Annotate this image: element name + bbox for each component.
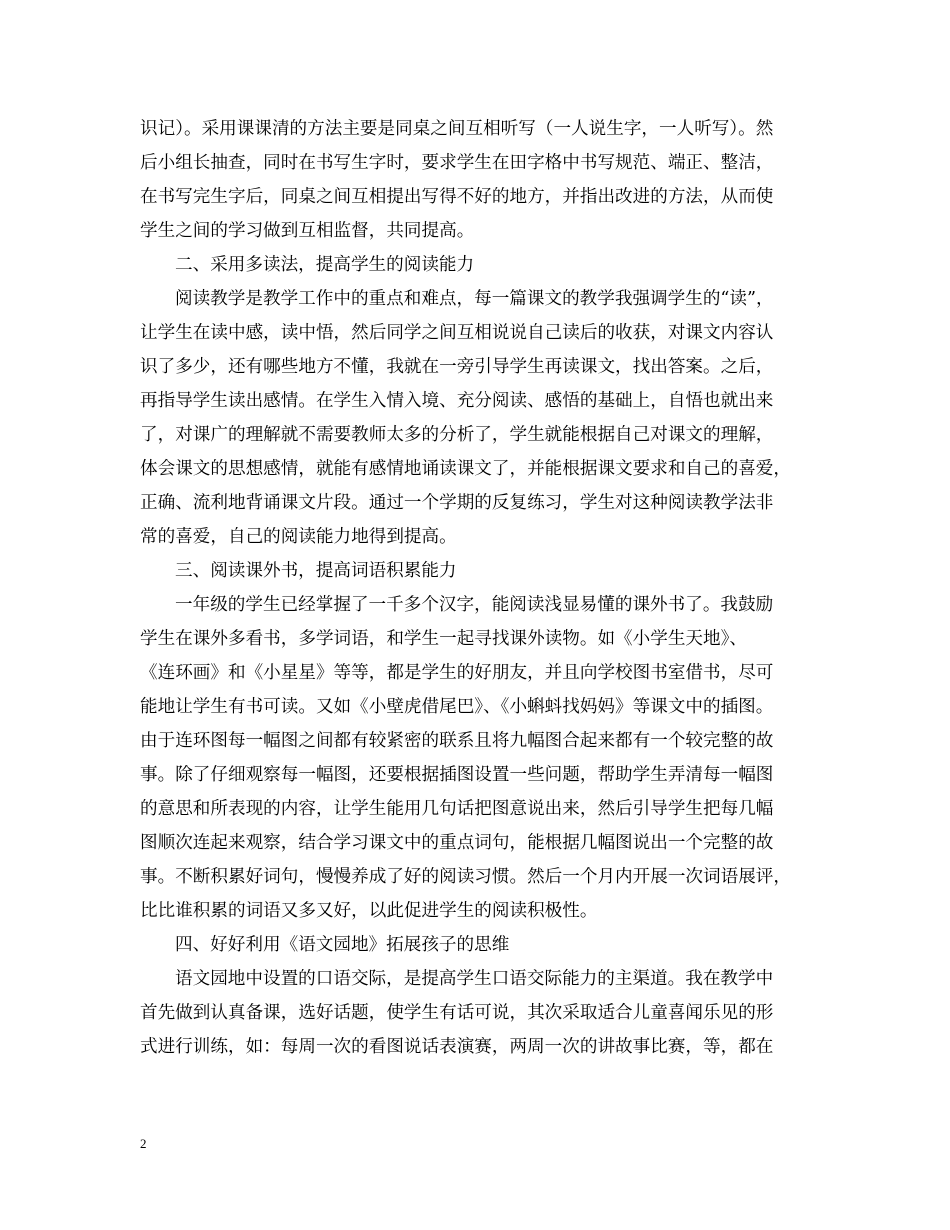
text-line: 再指导学生读出感情。在学生入情入境、充分阅读、感悟的基础上，自悟也就出来 [140, 391, 774, 411]
text-line: 识记）。采用课课清的方法主要是同桌之间互相听写（一人说生字，一人听写）。然 [140, 119, 774, 139]
text-line: 常的喜爱，自己的阅读能力地得到提高。 [140, 527, 457, 547]
text-line: 首先做到认真备课，选好话题，使学生有话可说，其次采取适合儿童喜闻乐见的形 [140, 1003, 774, 1023]
section-heading: 二、采用多读法，提高学生的阅读能力 [175, 255, 475, 275]
text-line: 在书写完生字后，同桌之间互相提出写得不好的地方，并指出改进的方法，从而使 [140, 187, 774, 207]
text-line: 一年级的学生已经掌握了一千多个汉字，能阅读浅显易懂的课外书了。我鼓励 [175, 595, 774, 615]
document-body [140, 112, 812, 1064]
text-line: 图顺次连起来观察，结合学习课文中的重点词句，能根据几幅图说出一个完整的故 [140, 833, 774, 853]
text-line: 后小组长抽查，同时在书写生字时，要求学生在田字格中书写规范、端正、整洁， [140, 153, 774, 173]
text-line: 语文园地中设置的口语交际，是提高学生口语交际能力的主渠道。我在教学中 [175, 969, 774, 989]
text-line: 事。除了仔细观察每一幅图，还要根据插图设置一些问题，帮助学生弄清每一幅图 [140, 765, 774, 785]
text-line: 比比谁积累的词语又多又好，以此促进学生的阅读积极性。 [140, 901, 598, 921]
text-line: 了，对课广的理解就不需要教师太多的分析了，学生就能根据自己对课文的理解， [140, 425, 774, 445]
text-line: 体会课文的思想感情，就能有感情地诵读课文了，并能根据课文要求和自己的喜爱， [140, 459, 791, 479]
text-line: 由于连环图每一幅图之间都有较紧密的联系且将九幅图合起来都有一个较完整的故 [140, 731, 774, 751]
text-line: 《连环画》和《小星星》等等，都是学生的好朋友，并且向学校图书室借书，尽可 [140, 663, 774, 683]
text-line: 能地让学生有书可读。又如《小壁虎借尾巴》、《小蝌蚪找妈妈》等课文中的插图。 [140, 697, 774, 717]
text-line: 阅读教学是教学工作中的重点和难点，每一篇课文的教学我强调学生的“读”， [175, 289, 774, 309]
text-line: 让学生在读中感，读中悟，然后同学之间互相说说自己读后的收获，对课文内容认 [140, 323, 774, 343]
text-line: 事。不断积累好词句，慢慢养成了好的阅读习惯。然后一个月内开展一次词语展评， [140, 867, 791, 887]
text-line: 正确、流利地背诵课文片段。通过一个学期的反复练习，学生对这种阅读教学法非 [140, 493, 774, 513]
text-line: 识了多少，还有哪些地方不懂，我就在一旁引导学生再读课文，找出答案。之后， [140, 357, 774, 377]
section-heading: 三、阅读课外书，提高词语积累能力 [175, 561, 457, 581]
text-line: 式进行训练，如：每周一次的看图说话表演赛，两周一次的讲故事比赛，等，都在 [140, 1037, 774, 1057]
section-heading: 四、好好利用《语文园地》拓展孩子的思维 [175, 935, 510, 955]
text-line: 的意思和所表现的内容，让学生能用几句话把图意说出来，然后引导学生把每几幅 [140, 799, 774, 819]
text-line: 学生在课外多看书，多学词语，和学生一起寻找课外读物。如《小学生天地》、 [140, 629, 747, 649]
page-number: 2 [140, 1136, 147, 1151]
text-line: 学生之间的学习做到互相监督，共同提高。 [140, 221, 475, 241]
